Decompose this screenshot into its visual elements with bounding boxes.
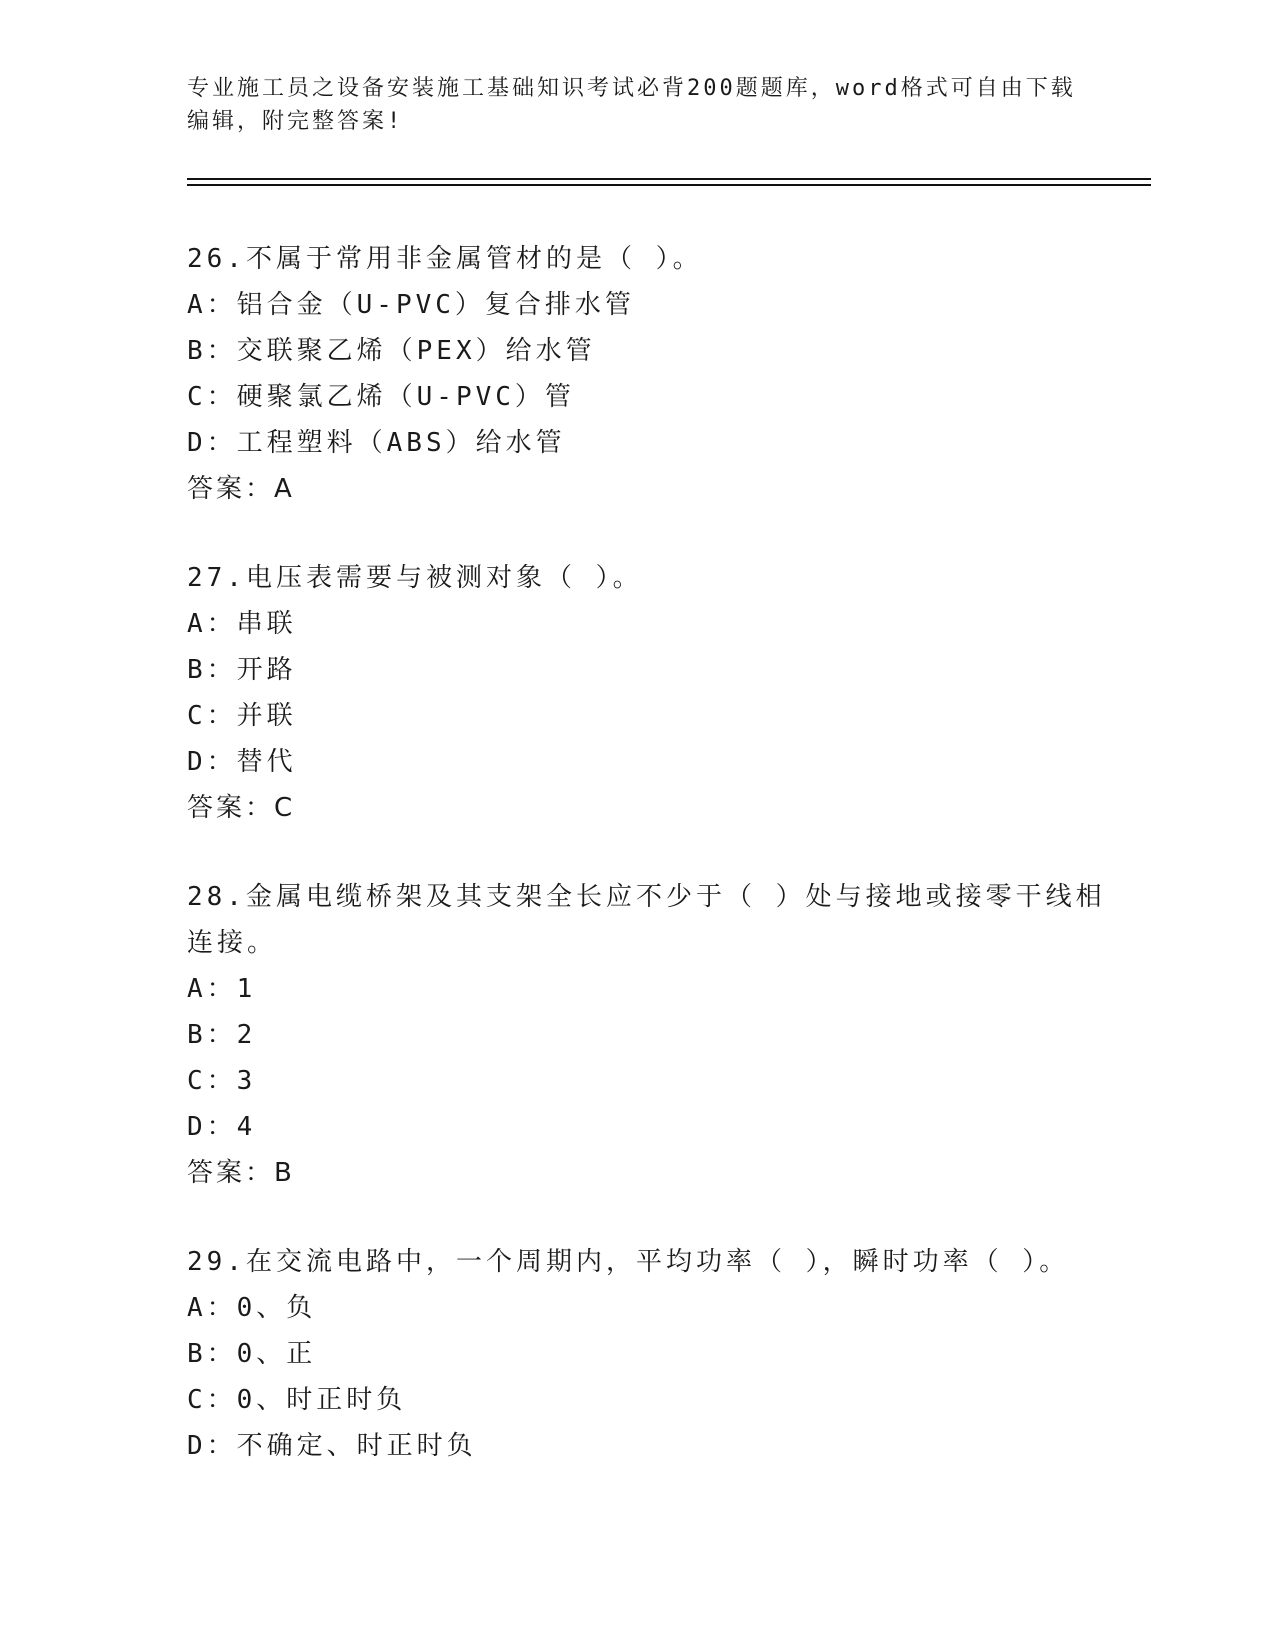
question-stem: 27.电压表需要与被测对象（ ）。 — [187, 563, 643, 593]
question-28 — [187, 874, 1106, 1196]
option-d: D：不确定、时正时负 — [187, 1431, 477, 1461]
option-c: C：硬聚氯乙烯（U-PVC）管 — [187, 382, 575, 412]
document-header — [187, 72, 1087, 138]
option-b: B：交联聚乙烯（PEX）给水管 — [187, 336, 596, 366]
option-a: A：铝合金（U-PVC）复合排水管 — [187, 290, 635, 320]
question-26 — [187, 236, 1087, 512]
answer: 答案：A — [187, 474, 295, 504]
option-d: D：工程塑料（ABS）给水管 — [187, 428, 566, 458]
answer: 答案：B — [187, 1158, 295, 1188]
option-b: B：开路 — [187, 655, 297, 685]
question-stem-line-2: 连接。 — [187, 928, 278, 958]
option-b: B：2 — [187, 1020, 257, 1050]
answer: 答案：C — [187, 793, 296, 823]
option-c: C：并联 — [187, 701, 297, 731]
header-divider-top — [187, 178, 1151, 180]
option-a: A：0、负 — [187, 1293, 317, 1323]
question-stem: 29.在交流电路中，一个周期内，平均功率（ ），瞬时功率（ ）。 — [187, 1247, 1070, 1277]
question-29 — [187, 1239, 1087, 1469]
header-line-2: 编辑，附完整答案! — [187, 109, 404, 134]
option-c: C：3 — [187, 1066, 257, 1096]
option-c: C：0、时正时负 — [187, 1385, 407, 1415]
header-divider-bottom — [187, 184, 1151, 186]
header-line-1: 专业施工员之设备安装施工基础知识考试必背200题题库，word格式可自由下载 — [187, 76, 1076, 101]
question-list — [187, 236, 1106, 1512]
option-a: A：串联 — [187, 609, 297, 639]
question-27 — [187, 555, 1087, 831]
option-d: D：4 — [187, 1112, 257, 1142]
option-a: A：1 — [187, 974, 257, 1004]
question-stem — [187, 874, 1106, 966]
option-d: D：替代 — [187, 747, 297, 777]
option-b: B：0、正 — [187, 1339, 317, 1369]
question-stem-line-1: 28.金属电缆桥架及其支架全长应不少于（ ）处与接地或接零干线相 — [187, 882, 1106, 912]
question-stem: 26.不属于常用非金属管材的是（ ）。 — [187, 244, 703, 274]
